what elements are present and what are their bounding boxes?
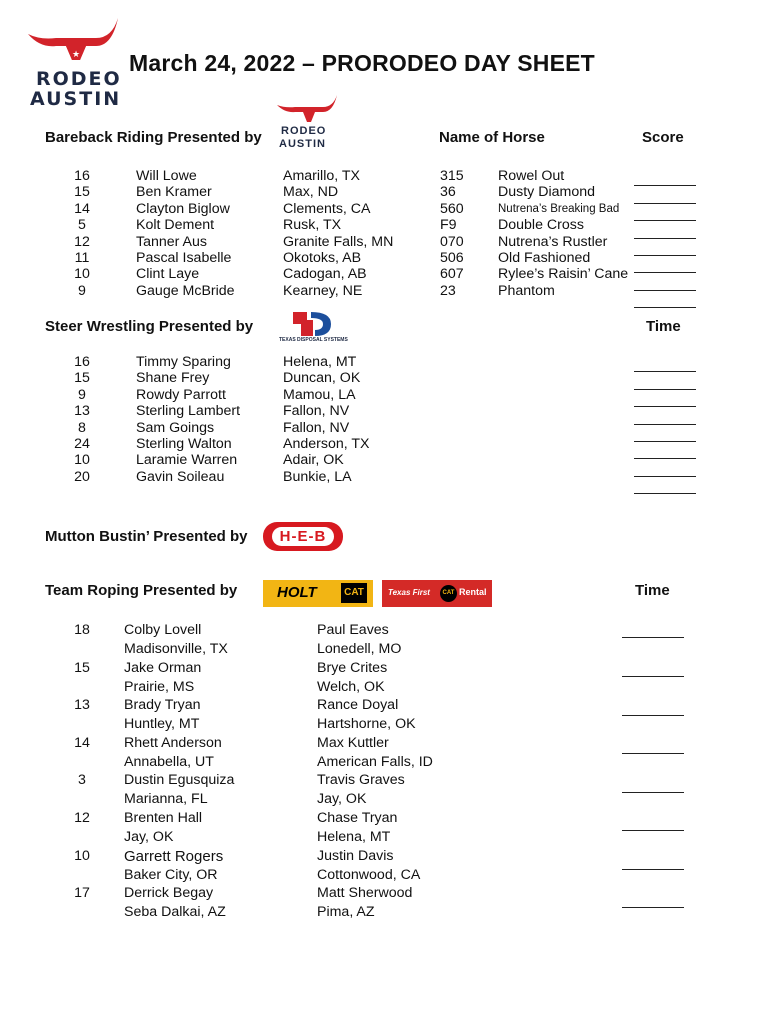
horse-id: 560 bbox=[440, 200, 464, 217]
score-blank[interactable] bbox=[634, 170, 696, 186]
team-row-header bbox=[124, 659, 234, 697]
header-name: Colby Lovell bbox=[124, 622, 202, 638]
contestant-name: Tanner Aus bbox=[136, 233, 207, 250]
team-number: 12 bbox=[74, 809, 90, 826]
team-number: 3 bbox=[78, 772, 86, 789]
score-blank[interactable] bbox=[634, 187, 696, 203]
header-name: Brenten Hall bbox=[124, 809, 203, 826]
contestant-town: Duncan, OK bbox=[283, 370, 361, 387]
contestant-name: Laramie Warren bbox=[136, 452, 238, 469]
bareback-numbers bbox=[65, 168, 99, 299]
header-town: Annabella, UT bbox=[124, 753, 214, 770]
heeler-town: Hartshorne, OK bbox=[317, 716, 416, 733]
horse-ids bbox=[440, 168, 464, 299]
score-blanks bbox=[634, 170, 696, 308]
time-blank[interactable] bbox=[634, 426, 696, 442]
time-blank[interactable] bbox=[622, 699, 684, 715]
contestant-name: Sterling Walton bbox=[136, 436, 232, 453]
steer-heading: Steer Wrestling Presented by bbox=[45, 318, 254, 335]
cat-badge: CAT bbox=[440, 585, 457, 602]
team-row-header bbox=[124, 884, 234, 922]
contestant-number: 12 bbox=[74, 233, 90, 250]
team-number: 13 bbox=[74, 697, 90, 714]
time-blank[interactable] bbox=[622, 815, 684, 831]
horse-id: 607 bbox=[440, 266, 464, 283]
header-town: Seba Dalkai, AZ bbox=[124, 904, 226, 921]
contestant-number: 20 bbox=[74, 468, 90, 485]
header-name: Derrick Begay bbox=[124, 885, 214, 902]
heeler-name: Chase Tryan bbox=[317, 809, 398, 826]
steer-names bbox=[136, 354, 240, 485]
heeler-town: Cottonwood, CA bbox=[317, 866, 421, 883]
longhorn-icon bbox=[277, 95, 341, 125]
team-row-heeler bbox=[317, 659, 433, 697]
sponsor-logo-rodeo: RODEO bbox=[281, 125, 327, 137]
cat-badge: CAT bbox=[341, 583, 367, 603]
contestant-town: Fallon, NV bbox=[283, 419, 350, 436]
heeler-town: Lonedell, MO bbox=[317, 641, 402, 657]
score-blank[interactable] bbox=[634, 240, 696, 256]
horse-id: 23 bbox=[440, 282, 456, 299]
team-row-heeler bbox=[317, 884, 433, 922]
heeler-town: Pima, AZ bbox=[317, 904, 375, 921]
heeler-name: Rance Doyal bbox=[317, 697, 399, 714]
header-town: Prairie, MS bbox=[124, 678, 195, 695]
team-number: 10 bbox=[74, 847, 90, 864]
heeler-name: Paul Eaves bbox=[317, 622, 389, 638]
team-time-header: Time bbox=[635, 582, 670, 599]
time-blank[interactable] bbox=[622, 738, 684, 754]
logo-text-rodeo: RODEO bbox=[36, 68, 122, 90]
horse-name: Phantom bbox=[498, 282, 555, 299]
texas-disposal-logo bbox=[279, 310, 348, 346]
contestant-town: Cadogan, AB bbox=[283, 266, 367, 283]
team-headers bbox=[124, 621, 234, 922]
rodeo-austin-sponsor-logo bbox=[277, 95, 341, 153]
bareback-heading: Bareback Riding Presented by bbox=[45, 129, 262, 146]
contestant-town: Amarillo, TX bbox=[283, 168, 360, 184]
heeler-town: Welch, OK bbox=[317, 678, 385, 695]
sponsor-logo-austin: AUSTIN bbox=[279, 138, 326, 150]
time-blank[interactable] bbox=[634, 356, 696, 372]
contestant-number: 14 bbox=[74, 200, 90, 217]
heb-logo-text: H-E-B bbox=[272, 527, 335, 546]
score-blank[interactable] bbox=[634, 222, 696, 238]
team-row-header bbox=[124, 809, 234, 847]
time-blank[interactable] bbox=[622, 853, 684, 869]
contestant-name: Shane Frey bbox=[136, 370, 210, 387]
team-row-heeler bbox=[317, 847, 433, 885]
contestant-number: 15 bbox=[74, 184, 90, 201]
header-name: Dustin Egusquiza bbox=[124, 772, 235, 789]
contestant-number: 13 bbox=[74, 403, 90, 420]
horse-name: Dusty Diamond bbox=[498, 184, 595, 201]
heeler-name: Brye Crites bbox=[317, 659, 388, 676]
contestant-number: 24 bbox=[74, 436, 90, 453]
team-row-header bbox=[124, 847, 234, 885]
horse-name: Old Fashioned bbox=[498, 250, 591, 267]
contestant-town: Clements, CA bbox=[283, 200, 371, 217]
team-number: 14 bbox=[74, 734, 90, 751]
contestant-name: Pascal Isabelle bbox=[136, 250, 232, 267]
contestant-name: Kolt Dement bbox=[136, 217, 215, 234]
score-blank[interactable] bbox=[634, 205, 696, 221]
contestant-town: Granite Falls, MN bbox=[283, 233, 394, 250]
time-blank[interactable] bbox=[622, 661, 684, 677]
rodeo-austin-logo bbox=[26, 16, 126, 108]
contestant-town: Helena, MT bbox=[283, 354, 357, 370]
horse-name: Rylee’s Raisin’ Cane bbox=[498, 266, 629, 283]
contestant-name: Timmy Sparing bbox=[136, 354, 231, 370]
horse-name: Double Cross bbox=[498, 217, 584, 234]
header-town: Huntley, MT bbox=[124, 716, 200, 733]
contestant-town: Max, ND bbox=[283, 184, 339, 201]
contestant-number: 15 bbox=[74, 370, 90, 387]
team-time-blanks bbox=[622, 622, 684, 908]
contestant-number: 16 bbox=[74, 354, 90, 370]
team-row-header bbox=[124, 734, 234, 772]
texas-disposal-text: TEXAS DISPOSAL SYSTEMS bbox=[279, 337, 348, 343]
contestant-number: 11 bbox=[74, 250, 90, 267]
team-row-heeler bbox=[317, 771, 433, 809]
contestant-name: Rowdy Parrott bbox=[136, 386, 226, 403]
team-row-heeler bbox=[317, 621, 433, 659]
contestant-number: 16 bbox=[74, 168, 90, 184]
team-roping-heading: Team Roping Presented by bbox=[45, 582, 238, 599]
horse-name: Nutrena’s Rustler bbox=[498, 233, 608, 250]
contestant-town: Fallon, NV bbox=[283, 403, 350, 420]
rental-text: Rental bbox=[459, 587, 487, 597]
time-blank[interactable] bbox=[634, 443, 696, 459]
score-blank[interactable] bbox=[634, 292, 696, 308]
contestant-number: 10 bbox=[74, 266, 90, 283]
time-blank[interactable] bbox=[634, 373, 696, 389]
page-title: March 24, 2022 – PRORODEO DAY SHEET bbox=[129, 50, 595, 76]
team-row-heeler bbox=[317, 734, 433, 772]
steer-towns bbox=[283, 354, 370, 485]
heb-logo bbox=[263, 522, 343, 551]
header-name: Rhett Anderson bbox=[124, 734, 222, 751]
contestant-name: Sterling Lambert bbox=[136, 403, 241, 420]
contestant-name: Clint Laye bbox=[136, 266, 200, 283]
header-town: Madisonville, TX bbox=[124, 641, 228, 657]
team-row-heeler bbox=[317, 809, 433, 847]
team-number: 15 bbox=[74, 659, 90, 676]
contestant-town: Mamou, LA bbox=[283, 386, 356, 403]
contestant-name: Sam Goings bbox=[136, 419, 215, 436]
header-name: Jake Orman bbox=[124, 659, 202, 676]
header-name: Brady Tryan bbox=[124, 697, 201, 714]
time-blank[interactable] bbox=[634, 460, 696, 476]
steer-numbers bbox=[65, 354, 99, 485]
contestant-number: 9 bbox=[78, 386, 86, 403]
contestant-town: Adair, OK bbox=[283, 452, 344, 469]
contestant-number: 9 bbox=[78, 282, 86, 299]
contestant-town: Anderson, TX bbox=[283, 436, 370, 453]
horse-name: Nutrena’s Breaking Bad bbox=[498, 202, 620, 215]
contestant-name: Clayton Biglow bbox=[136, 200, 230, 217]
contestant-number: 8 bbox=[78, 419, 86, 436]
team-numbers bbox=[65, 621, 99, 922]
contestant-town: Okotoks, AB bbox=[283, 250, 362, 267]
heeler-name: Justin Davis bbox=[317, 847, 394, 864]
bareback-names bbox=[136, 168, 235, 299]
holt-logo-text: HOLT bbox=[277, 584, 317, 601]
mutton-heading: Mutton Bustin’ Presented by bbox=[45, 528, 248, 545]
horse-id: F9 bbox=[440, 217, 457, 234]
texas-first-rental-logo bbox=[382, 580, 492, 607]
header-town: Baker City, OR bbox=[124, 866, 218, 883]
contestant-number: 5 bbox=[78, 217, 86, 234]
team-row-header bbox=[124, 771, 234, 809]
heeler-name: Max Kuttler bbox=[317, 734, 389, 751]
steer-time-header: Time bbox=[646, 318, 681, 335]
horse-column-header: Name of Horse bbox=[439, 129, 545, 146]
header-town: Jay, OK bbox=[124, 828, 174, 845]
team-number: 17 bbox=[74, 885, 90, 902]
team-row-header bbox=[124, 621, 234, 659]
contestant-name: Gavin Soileau bbox=[136, 468, 225, 485]
horse-id: 506 bbox=[440, 250, 464, 267]
score-blank[interactable] bbox=[634, 257, 696, 273]
heeler-name: Travis Graves bbox=[317, 772, 405, 789]
time-blank[interactable] bbox=[634, 478, 696, 494]
contestant-town: Rusk, TX bbox=[283, 217, 342, 234]
horse-names bbox=[498, 168, 628, 299]
holt-cat-logo bbox=[263, 580, 373, 607]
heeler-town: Helena, MT bbox=[317, 828, 391, 845]
time-blank[interactable] bbox=[634, 391, 696, 407]
steer-time-blanks bbox=[634, 356, 696, 494]
bareback-towns bbox=[283, 168, 393, 299]
contestant-town: Bunkie, LA bbox=[283, 468, 352, 485]
score-column-header: Score bbox=[642, 129, 684, 146]
horse-id: 070 bbox=[440, 233, 464, 250]
team-row-header bbox=[124, 696, 234, 734]
team-row-heeler bbox=[317, 696, 433, 734]
contestant-name: Will Lowe bbox=[136, 168, 197, 184]
contestant-number: 10 bbox=[74, 452, 90, 469]
heeler-name: Matt Sherwood bbox=[317, 885, 413, 902]
heeler-town: American Falls, ID bbox=[317, 753, 433, 770]
logo-text-austin: AUSTIN bbox=[30, 88, 122, 110]
time-blank[interactable] bbox=[622, 622, 684, 638]
time-blank[interactable] bbox=[622, 892, 684, 908]
time-blank[interactable] bbox=[622, 776, 684, 792]
horse-name: Rowel Out bbox=[498, 168, 565, 184]
texas-first-text: Texas First bbox=[388, 588, 430, 597]
header-town: Marianna, FL bbox=[124, 791, 208, 808]
horse-id: 36 bbox=[440, 184, 456, 201]
contestant-name: Gauge McBride bbox=[136, 282, 235, 299]
contestant-name: Ben Kramer bbox=[136, 184, 212, 201]
team-number: 18 bbox=[74, 622, 90, 638]
header-name: Garrett Rogers bbox=[124, 847, 224, 865]
horse-id: 315 bbox=[440, 168, 464, 184]
contestant-town: Kearney, NE bbox=[283, 282, 363, 299]
team-heelers bbox=[317, 621, 433, 922]
svg-text:★: ★ bbox=[71, 49, 81, 59]
heeler-town: Jay, OK bbox=[317, 791, 367, 808]
score-blank[interactable] bbox=[634, 274, 696, 290]
texas-disposal-icon bbox=[279, 310, 345, 338]
time-blank[interactable] bbox=[634, 408, 696, 424]
